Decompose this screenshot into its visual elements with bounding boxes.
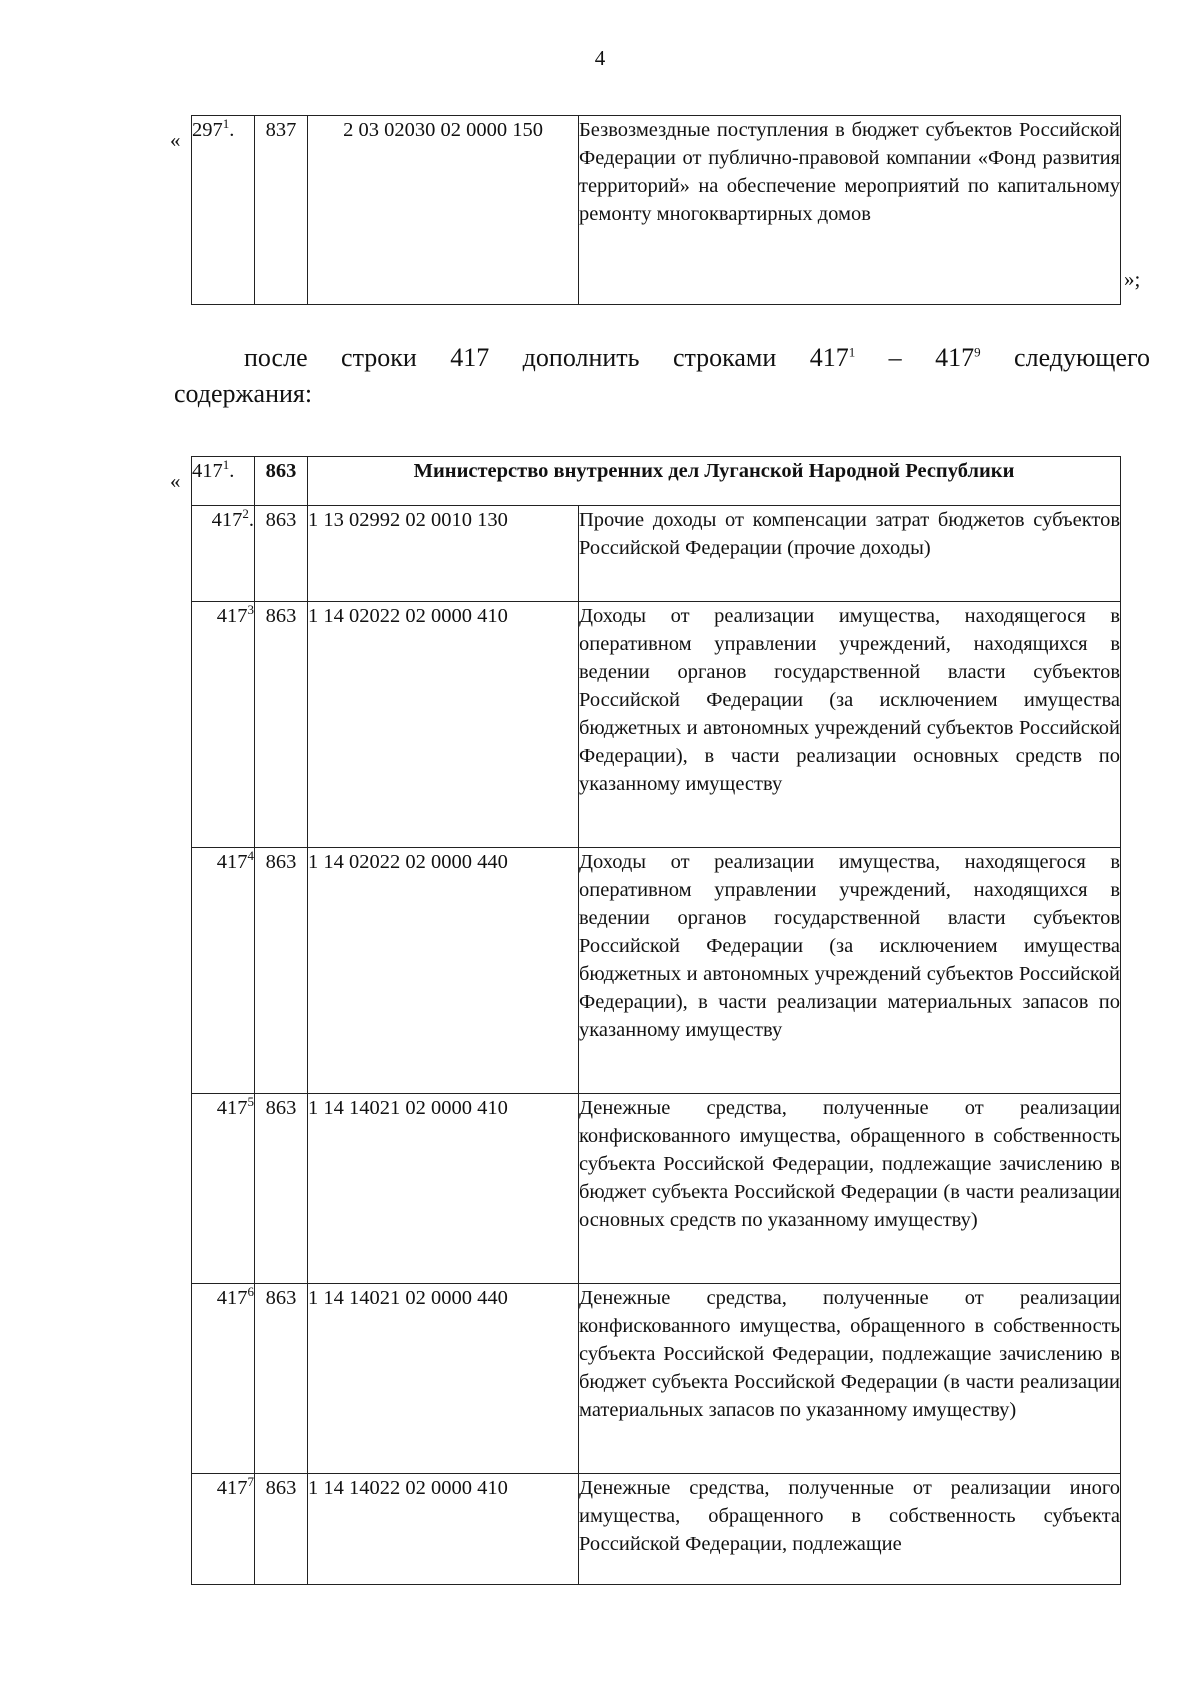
admin-code: 863 bbox=[255, 602, 308, 848]
table-row bbox=[192, 602, 1121, 848]
kbk-code: 1 14 14022 02 0000 410 bbox=[308, 1474, 579, 1585]
income-description: Денежные средства, полученные от реализации иного имущества, обращенного в собственность субъекта Российской Федерации, подлежащие bbox=[579, 1474, 1121, 1585]
kbk-code: 1 14 02022 02 0000 440 bbox=[308, 848, 579, 1094]
admin-code: 863 bbox=[255, 1474, 308, 1585]
row-number: $417^7$ bbox=[192, 1474, 255, 1585]
income-description: Денежные средства, полученные от реализации конфискованного имущества, обращенного в собственность субъекта Российской Федерации, подлежащие зачислению в бюджет субъекта Российской Федерации (в части реализации материальных запасов по указанному имуществу) bbox=[579, 1284, 1121, 1474]
table-row bbox=[192, 1284, 1121, 1474]
admin-code: 863 bbox=[255, 1094, 308, 1284]
admin-code: 863 bbox=[255, 457, 308, 506]
kbk-code: 1 14 02022 02 0000 410 bbox=[308, 602, 579, 848]
table-row bbox=[192, 506, 1121, 602]
income-description: Доходы от реализации имущества, находящегося в оперативном управлении учреждений, находящихся в ведении органов государственной власти субъектов Российской Федерации (за исключением имущества бюджетных и автономных учреждений субъектов Российской Федерации), в части реализации основных средств по указанному имуществу bbox=[579, 602, 1121, 848]
table-row bbox=[192, 116, 1121, 305]
admin-code: 837 bbox=[255, 116, 308, 305]
kbk-code: 1 14 14021 02 0000 440 bbox=[308, 1284, 579, 1474]
income-description: Доходы от реализации имущества, находящегося в оперативном управлении учреждений, находящихся в ведении органов государственной власти субъектов Российской Федерации (за исключением имущества бюджетных и автономных учреждений субъектов Российской Федерации), в части реализации материальных запасов по указанному имуществу bbox=[579, 848, 1121, 1094]
row-number: $417^5$ bbox=[192, 1094, 255, 1284]
table-row bbox=[192, 848, 1121, 1094]
closing-quote: »; bbox=[1124, 267, 1141, 291]
admin-code: 863 bbox=[255, 848, 308, 1094]
kbk-code: 1 14 14021 02 0000 410 bbox=[308, 1094, 579, 1284]
table-row bbox=[192, 1474, 1121, 1585]
income-description: Прочие доходы от компенсации затрат бюджетов субъектов Российской Федерации (прочие доходы) bbox=[579, 506, 1121, 602]
row-number: $417^1$. bbox=[192, 457, 255, 506]
income-description: Денежные средства, полученные от реализации конфискованного имущества, обращенного в собственность субъекта Российской Федерации, подлежащие зачислению в бюджет субъекта Российской Федерации (в части реализации основных средств по указанному имуществу) bbox=[579, 1094, 1121, 1284]
amendment-table-297 bbox=[191, 115, 1121, 305]
ministry-header-row bbox=[192, 457, 1121, 506]
kbk-code: 1 13 02992 02 0010 130 bbox=[308, 506, 579, 602]
instruction-paragraph: после строки 417 дополнить строками $417^1 - 417^9$ следующего содержания: bbox=[174, 343, 1150, 408]
kbk-code: 2 03 02030 02 0000 150 bbox=[308, 116, 579, 305]
row-number: $417^3$ bbox=[192, 602, 255, 848]
table-row bbox=[192, 1094, 1121, 1284]
row-number: $297^1$. bbox=[192, 116, 255, 305]
ministry-name: Министерство внутренних дел Луганской Народной Республики bbox=[308, 457, 1121, 506]
opening-quote: « bbox=[170, 469, 181, 493]
admin-code: 863 bbox=[255, 506, 308, 602]
row-number: $417^4$ bbox=[192, 848, 255, 1094]
row-number: $417^6$ bbox=[192, 1284, 255, 1474]
row-number: $417^2$. bbox=[192, 506, 255, 602]
admin-code: 863 bbox=[255, 1284, 308, 1474]
page-number: 4 bbox=[594, 46, 606, 70]
amendment-table-417 bbox=[191, 456, 1121, 1585]
opening-quote: « bbox=[170, 128, 181, 152]
income-description: Безвозмездные поступления в бюджет субъектов Российской Федерации от публично-правовой компании «Фонд развития территорий» на обеспечение мероприятий по капитальному ремонту многоквартирных домов bbox=[579, 116, 1121, 305]
